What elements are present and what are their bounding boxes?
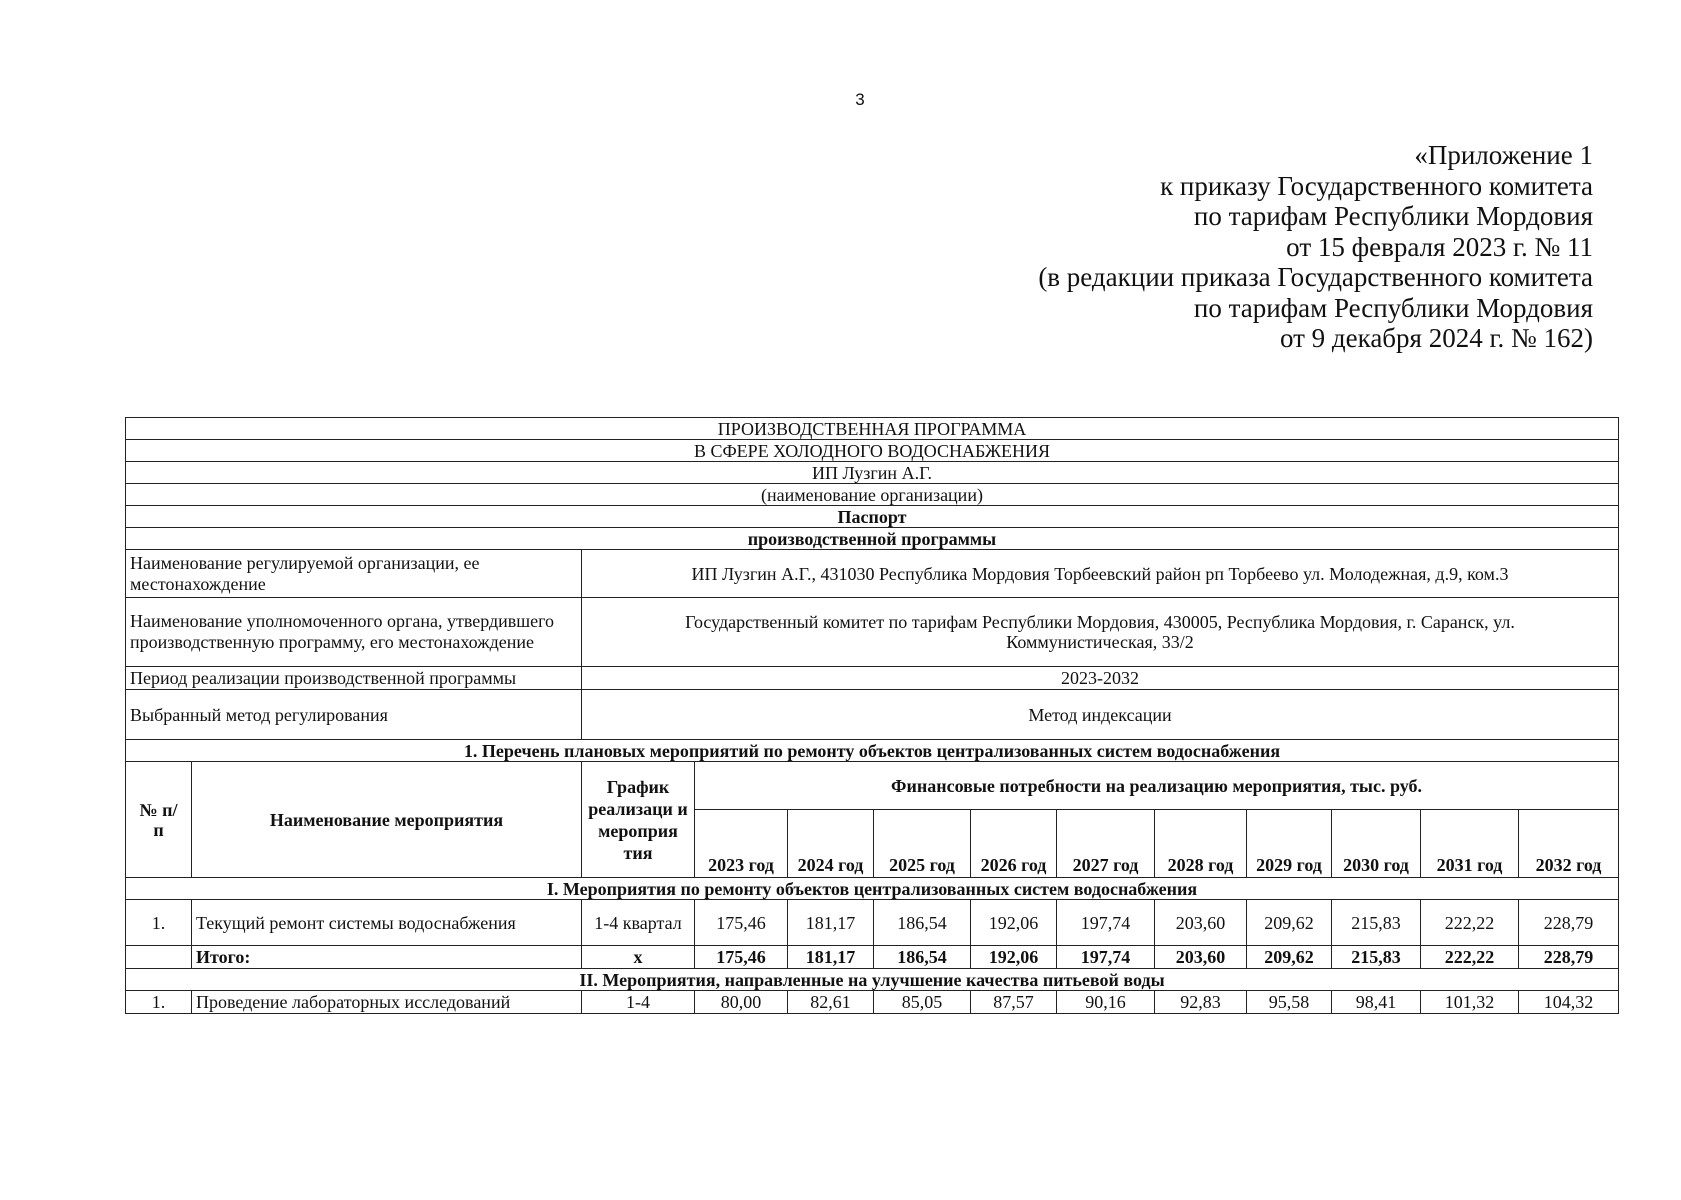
total-value: 175,46 <box>695 946 788 969</box>
section1-title: 1. Перечень плановых мероприятий по ремонту объектов централизованных систем водоснабжения <box>126 740 1619 762</box>
total-value: 228,79 <box>1519 946 1619 969</box>
appendix-header <box>1038 140 1593 354</box>
value-cell: 228,79 <box>1519 900 1619 946</box>
column-header-num: № п/п <box>126 762 192 878</box>
passport-subtitle: производственной программы <box>126 528 1619 550</box>
value-cell: 87,57 <box>971 991 1057 1014</box>
passport-label: Период реализации производственной программы <box>126 667 582 690</box>
row-schedule: 1-4 <box>582 991 695 1014</box>
passport-label: Наименование уполномоченного органа, утвердившего производственную программу, его местонахождение <box>126 598 582 667</box>
column-header-name: Наименование мероприятия <box>192 762 582 878</box>
value-cell: 215,83 <box>1332 900 1421 946</box>
production-program-table <box>125 417 1619 1014</box>
value-cell: 82,61 <box>788 991 874 1014</box>
total-value: 186,54 <box>874 946 971 969</box>
passport-value: Метод индексации <box>582 690 1619 740</box>
header-line: от 15 февраля 2023 г. № 11 <box>1286 231 1593 262</box>
group1-title: I. Мероприятия по ремонту объектов централизованных систем водоснабжения <box>126 878 1619 900</box>
total-value: 192,06 <box>971 946 1057 969</box>
value-cell: 95,58 <box>1247 991 1332 1014</box>
header-line: по тарифам Республики Мордовия <box>1193 292 1593 323</box>
value-cell: 175,46 <box>695 900 788 946</box>
year-header: 2029 год <box>1247 810 1332 878</box>
year-header: 2023 год <box>695 810 788 878</box>
header-line: от 9 декабря 2024 г. № 162) <box>1279 323 1593 353</box>
header-line: по тарифам Республики Мордовия <box>1193 201 1593 231</box>
value-cell: 80,00 <box>695 991 788 1014</box>
year-header: 2024 год <box>788 810 874 878</box>
column-header-schedule: График реализаци и мероприя тия <box>582 762 695 878</box>
header-line: к приказу Государственного комитета <box>1160 170 1593 201</box>
value-cell: 222,22 <box>1421 900 1519 946</box>
year-header: 2031 год <box>1421 810 1519 878</box>
year-header: 2027 год <box>1057 810 1155 878</box>
total-value: 209,62 <box>1247 946 1332 969</box>
value-cell: 192,06 <box>971 900 1057 946</box>
passport-title: Паспорт <box>126 506 1619 528</box>
value-cell: 186,54 <box>874 900 971 946</box>
row-number: 1. <box>126 991 192 1014</box>
passport-row <box>126 550 1619 598</box>
value-cell: 101,32 <box>1421 991 1519 1014</box>
program-title-line2: В СФЕРЕ ХОЛОДНОГО ВОДОСНАБЖЕНИЯ <box>126 440 1619 462</box>
organization-name: ИП Лузгин А.Г. <box>126 462 1619 484</box>
passport-row <box>126 598 1619 667</box>
total-schedule: x <box>582 946 695 969</box>
passport-label: Наименование регулируемой организации, ее местонахождение <box>126 550 582 598</box>
value-cell: 85,05 <box>874 991 971 1014</box>
program-title-line1: ПРОИЗВОДСТВЕННАЯ ПРОГРАММА <box>126 418 1619 440</box>
value-cell: 181,17 <box>788 900 874 946</box>
column-header-finance: Финансовые потребности на реализацию мероприятия, тыс. руб. <box>695 762 1619 810</box>
year-header: 2028 год <box>1155 810 1247 878</box>
passport-value: 2023-2032 <box>582 667 1619 690</box>
page-number: 3 <box>855 90 865 109</box>
value-cell: 203,60 <box>1155 900 1247 946</box>
passport-value: Государственный комитет по тарифам Республики Мордовия, 430005, Республика Мордовия, г. Саранск, ул. Коммунистическая, 33/2 <box>582 598 1619 667</box>
passport-label: Выбранный метод регулирования <box>126 690 582 740</box>
year-header: 2026 год <box>971 810 1057 878</box>
total-number-empty <box>126 946 192 969</box>
organization-caption: (наименование организации) <box>126 484 1619 506</box>
row-name: Проведение лабораторных исследований <box>192 991 582 1014</box>
row-number: 1. <box>126 900 192 946</box>
total-value: 203,60 <box>1155 946 1247 969</box>
passport-row <box>126 690 1619 740</box>
total-label: Итого: <box>192 946 582 969</box>
value-cell: 92,83 <box>1155 991 1247 1014</box>
passport-value: ИП Лузгин А.Г., 431030 Республика Мордовия Торбеевский район рп Торбеево ул. Молодежная, д.9, ком.3 <box>582 550 1619 598</box>
row-schedule: 1-4 квартал <box>582 900 695 946</box>
group2-title: II. Мероприятия, направленные на улучшение качества питьевой воды <box>126 969 1619 991</box>
value-cell: 98,41 <box>1332 991 1421 1014</box>
year-header: 2032 год <box>1519 810 1619 878</box>
header-line: (в редакции приказа Государственного комитета <box>1038 262 1593 292</box>
value-cell: 209,62 <box>1247 900 1332 946</box>
total-value: 222,22 <box>1421 946 1519 969</box>
table-row <box>126 991 1619 1014</box>
table-row <box>126 900 1619 946</box>
header-line: «Приложение 1 <box>1414 140 1593 170</box>
total-value: 197,74 <box>1057 946 1155 969</box>
value-cell: 104,32 <box>1519 991 1619 1014</box>
total-row <box>126 946 1619 969</box>
value-cell: 90,16 <box>1057 991 1155 1014</box>
total-value: 181,17 <box>788 946 874 969</box>
year-header: 2030 год <box>1332 810 1421 878</box>
passport-row <box>126 667 1619 690</box>
total-value: 215,83 <box>1332 946 1421 969</box>
value-cell: 197,74 <box>1057 900 1155 946</box>
year-header: 2025 год <box>874 810 971 878</box>
row-name: Текущий ремонт системы водоснабжения <box>192 900 582 946</box>
